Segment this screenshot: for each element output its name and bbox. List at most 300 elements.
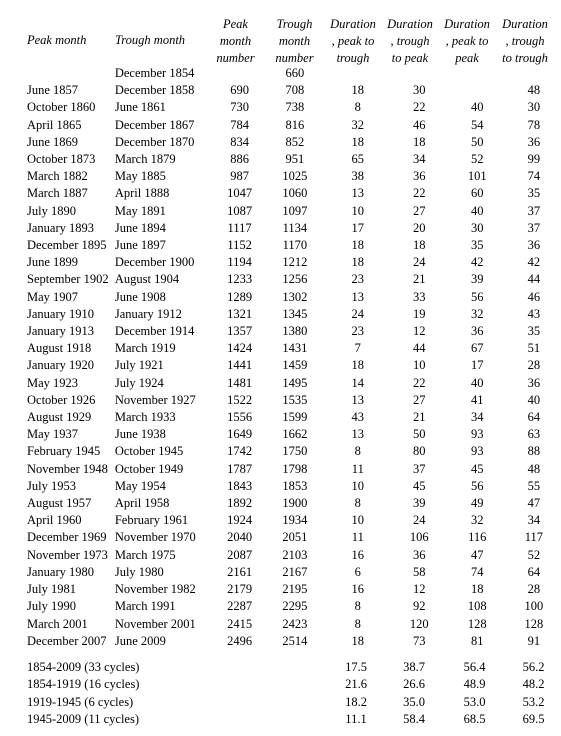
table-cell: 55 — [527, 478, 541, 493]
table-row — [27, 633, 561, 650]
table-cell: 48 — [527, 461, 541, 476]
table-cell: 40 — [471, 375, 484, 390]
table-row — [27, 82, 561, 99]
table-cell: June 1861 — [114, 100, 166, 115]
table-cell: March 1933 — [114, 410, 176, 425]
summary-row — [27, 659, 561, 676]
table-cell: 60 — [471, 186, 484, 201]
table-cell: 1357 — [227, 324, 253, 339]
header-trough-month: Trough month — [115, 33, 186, 47]
summary-value: 53.2 — [522, 694, 545, 709]
summary-label: 1854-2009 (33 cycles) — [27, 660, 140, 674]
table-cell: 738 — [285, 100, 305, 115]
table-cell: 34 — [412, 152, 426, 167]
header-duration-trough-to-peak: Duration , trough to peak — [387, 17, 433, 65]
table-cell: 52 — [527, 547, 541, 562]
table-cell: May 1885 — [114, 169, 166, 184]
table-cell: 1599 — [282, 410, 308, 425]
table-cell: January 1910 — [27, 306, 94, 321]
table-row — [27, 254, 561, 271]
table-cell: 1380 — [282, 324, 308, 339]
table-cell: 18 — [351, 238, 365, 253]
table-cell: October 1873 — [27, 152, 96, 167]
table-cell: 128 — [467, 616, 487, 631]
table-cell: June 1897 — [114, 238, 166, 253]
table-cell: December 1914 — [114, 324, 195, 339]
table-cell: 1522 — [227, 392, 253, 407]
table-cell: 13 — [351, 427, 365, 442]
table-cell: June 1894 — [114, 220, 166, 235]
table-cell: 18 — [351, 83, 365, 98]
table-cell: 12 — [412, 324, 426, 339]
table-cell — [448, 82, 507, 99]
table-cell: 30 — [527, 100, 541, 115]
table-cell: 1481 — [227, 375, 253, 390]
table-cell: 80 — [412, 444, 426, 459]
table-cell: 35 — [527, 324, 541, 339]
summary-value: 18.2 — [345, 694, 367, 709]
table-cell: November 1948 — [27, 461, 108, 476]
table-cell: 1495 — [282, 375, 308, 390]
table-cell: 27 — [412, 203, 426, 218]
table-cell: October 1860 — [27, 100, 96, 115]
table-cell: 1117 — [227, 220, 252, 235]
table-cell: 37 — [527, 203, 541, 218]
table-cell: 18 — [351, 633, 365, 648]
table-cell: June 1857 — [27, 83, 79, 98]
table-cell: 54 — [471, 117, 484, 132]
table-cell: November 1982 — [114, 582, 196, 597]
table-cell: December 1867 — [114, 117, 195, 132]
table-cell: 2161 — [227, 564, 253, 579]
table-cell: December 1858 — [114, 83, 195, 98]
table-cell — [325, 65, 391, 82]
table-cell: 45 — [471, 461, 484, 476]
table-cell: 50 — [412, 427, 426, 442]
table-cell: 39 — [412, 496, 426, 511]
table-cell: May 1891 — [114, 203, 166, 218]
table-cell: 1212 — [282, 255, 308, 270]
summary-table — [27, 659, 561, 728]
table-cell: March 1919 — [114, 341, 176, 356]
table-row — [27, 564, 561, 581]
table-cell: March 2001 — [27, 616, 88, 631]
table-cell: 2415 — [227, 616, 253, 631]
table-row — [27, 168, 561, 185]
summary-value: 68.5 — [463, 711, 486, 726]
table-cell: March 1975 — [114, 547, 176, 562]
table-cell: 100 — [524, 599, 544, 614]
table-cell: July 1890 — [27, 203, 76, 218]
table-cell: 74 — [471, 564, 484, 579]
table-cell: 1750 — [282, 444, 308, 459]
table-cell: October 1926 — [27, 392, 96, 407]
table-row — [27, 581, 561, 598]
table-cell: 8 — [354, 496, 361, 511]
summary-value: 35.0 — [403, 694, 425, 709]
table-cell: 101 — [467, 169, 487, 184]
table-cell: 690 — [230, 83, 249, 98]
summary-value: 11.1 — [345, 711, 367, 726]
table-row — [27, 478, 561, 495]
table-cell: 18 — [351, 358, 365, 373]
table-cell: December 1969 — [27, 530, 107, 545]
table-cell: April 1888 — [114, 186, 170, 201]
table-cell: 37 — [412, 461, 426, 476]
table-cell: March 1882 — [27, 169, 88, 184]
table-cell: 22 — [412, 186, 426, 201]
table-cell: 108 — [467, 599, 487, 614]
table-cell: 120 — [409, 616, 429, 631]
table-cell: 36 — [471, 324, 484, 339]
table-row — [27, 151, 561, 168]
table-cell: December 2007 — [27, 633, 107, 648]
table-cell: 36 — [412, 547, 426, 562]
table-cell: 708 — [285, 83, 305, 98]
table-cell: 2295 — [282, 599, 308, 614]
table-cell: 6 — [354, 564, 361, 579]
table-cell: 8 — [354, 616, 361, 631]
table-cell: June 1869 — [27, 134, 79, 149]
table-cell: 73 — [412, 633, 426, 648]
table-cell: 17 — [471, 358, 484, 373]
table-cell: 2423 — [282, 616, 308, 631]
table-cell: 1662 — [282, 427, 308, 442]
table-cell: 11 — [351, 530, 364, 545]
summary-value: 48.2 — [522, 677, 545, 692]
table-cell: 27 — [412, 392, 426, 407]
summary-row — [27, 694, 561, 711]
table-cell: December 1870 — [114, 134, 195, 149]
table-cell: 1853 — [282, 478, 308, 493]
table-row — [27, 616, 561, 633]
table-cell: February 1945 — [27, 444, 101, 459]
table-cell: 93 — [471, 444, 484, 459]
table-cell — [27, 65, 115, 82]
table-cell: 65 — [351, 152, 365, 167]
table-cell: 1556 — [227, 410, 253, 425]
table-cell: 2496 — [227, 633, 253, 648]
table-cell: June 1899 — [27, 255, 79, 270]
table-row — [27, 271, 561, 288]
table-cell: May 1937 — [27, 427, 79, 442]
table-row — [27, 598, 561, 615]
table-cell: 19 — [412, 306, 426, 321]
table-cell: 41 — [471, 392, 484, 407]
table-cell: November 1927 — [114, 392, 196, 407]
table-row — [27, 220, 561, 237]
table-cell: August 1904 — [114, 272, 180, 287]
table-cell: 1441 — [227, 358, 253, 373]
table-cell: 81 — [471, 633, 484, 648]
table-cell: January 1912 — [114, 306, 182, 321]
table-row — [27, 306, 561, 323]
table-cell: 2167 — [282, 564, 308, 579]
table-cell: 1047 — [227, 186, 253, 201]
table-cell: January 1920 — [27, 358, 94, 373]
table-cell: 58 — [412, 564, 426, 579]
table-cell: 47 — [527, 496, 541, 511]
table-cell: 24 — [412, 513, 426, 528]
table-cell: 1892 — [227, 496, 253, 511]
table-cell: 1321 — [227, 306, 253, 321]
table-row — [27, 461, 561, 478]
table-cell: 20 — [412, 220, 426, 235]
table-row — [27, 375, 561, 392]
summary-value: 26.6 — [403, 677, 425, 692]
table-cell: 45 — [412, 478, 426, 493]
table-cell: 18 — [412, 134, 426, 149]
table-row — [27, 357, 561, 374]
table-cell: 46 — [527, 289, 541, 304]
table-cell: December 1900 — [114, 255, 195, 270]
table-cell: 18 — [351, 134, 365, 149]
table-cell: 35 — [527, 186, 541, 201]
table-cell: May 1954 — [114, 478, 166, 493]
table-cell: 1535 — [282, 392, 308, 407]
table-cell: May 1907 — [27, 289, 79, 304]
table-cell: 784 — [230, 117, 249, 132]
table-cell: 46 — [412, 117, 426, 132]
table-cell: 8 — [354, 599, 361, 614]
table-cell: 18 — [471, 582, 484, 597]
table-cell: 32 — [351, 117, 365, 132]
table-row — [27, 392, 561, 409]
table-cell: 7 — [354, 341, 361, 356]
table-cell: June 1938 — [114, 427, 166, 442]
summary-value: 58.4 — [403, 711, 425, 726]
table-cell: October 1949 — [114, 461, 184, 476]
table-cell: 40 — [527, 392, 541, 407]
header-duration-peak-to-trough: Duration , peak to trough — [330, 17, 376, 65]
table-cell: 64 — [527, 410, 541, 425]
table-cell: July 1981 — [27, 582, 76, 597]
table-cell: 11 — [351, 461, 364, 476]
table-cell: 36 — [527, 375, 541, 390]
table-cell: 1742 — [227, 444, 253, 459]
table-cell: April 1958 — [114, 496, 170, 511]
table-cell: 951 — [285, 152, 305, 167]
table-cell: 2087 — [227, 547, 253, 562]
table-cell: 1256 — [282, 272, 308, 287]
table-cell: 44 — [412, 341, 426, 356]
table-row — [27, 134, 561, 151]
table-cell: 18 — [412, 238, 426, 253]
header-duration-trough-to-trough: Duration , trough to trough — [502, 17, 548, 65]
table-cell: 886 — [230, 152, 249, 167]
table-cell: 64 — [527, 564, 541, 579]
table-cell: 92 — [412, 599, 426, 614]
table-cell: 834 — [230, 134, 249, 149]
table-cell: 43 — [527, 306, 541, 321]
table-cell: 2040 — [227, 530, 253, 545]
summary-value: 17.5 — [345, 660, 367, 674]
table-cell: 13 — [351, 186, 365, 201]
table-cell: 40 — [471, 100, 484, 115]
table-cell: 2051 — [282, 530, 308, 545]
table-cell: 1924 — [227, 513, 253, 528]
table-cell: 106 — [409, 530, 429, 545]
table-cell: 1787 — [227, 461, 253, 476]
table-cell — [507, 65, 561, 82]
table-cell: 12 — [412, 582, 426, 597]
table-cell: 38 — [351, 169, 365, 184]
table-cell: 52 — [471, 152, 484, 167]
table-cell: 36 — [412, 169, 426, 184]
table-cell: August 1918 — [27, 341, 92, 356]
table-cell: January 1980 — [27, 564, 94, 579]
table-cell: 37 — [527, 220, 541, 235]
table-cell: 40 — [471, 203, 484, 218]
table-row — [27, 65, 561, 82]
table-cell: March 1887 — [27, 186, 88, 201]
table-cell: 67 — [471, 341, 484, 356]
table-cell: 1900 — [282, 496, 308, 511]
table-cell: 13 — [351, 392, 365, 407]
table-cell: July 1953 — [27, 478, 76, 493]
table-row — [27, 99, 561, 116]
table-cell: December 1895 — [27, 238, 107, 253]
table-cell: 88 — [527, 444, 541, 459]
table-cell: February 1961 — [114, 513, 189, 528]
table-cell: August 1957 — [27, 496, 92, 511]
table-cell: 56 — [471, 289, 484, 304]
table-cell: 852 — [285, 134, 305, 149]
table-cell: July 1980 — [114, 564, 164, 579]
table-cell: 63 — [527, 427, 541, 442]
table-cell: 39 — [471, 272, 484, 287]
table-cell: 30 — [412, 83, 426, 98]
table-cell: 32 — [471, 513, 484, 528]
summary-row — [27, 676, 561, 693]
table-cell: 1345 — [282, 306, 308, 321]
table-cell: 2195 — [282, 582, 308, 597]
table-cell: 1170 — [282, 238, 308, 253]
table-cell: 78 — [527, 117, 541, 132]
table-cell: 1097 — [282, 203, 308, 218]
table-cell: 1798 — [282, 461, 308, 476]
table-cell: 74 — [527, 169, 541, 184]
table-cell: June 2009 — [114, 633, 166, 648]
table-row — [27, 426, 561, 443]
table-cell: 44 — [527, 272, 541, 287]
table-cell: April 1960 — [27, 513, 82, 528]
table-cell: 10 — [351, 478, 365, 493]
table-cell: 14 — [351, 375, 365, 390]
table-cell: 18 — [351, 255, 365, 270]
table-cell: 34 — [471, 410, 484, 425]
table-cell: 36 — [527, 134, 541, 149]
table-cell: 36 — [527, 238, 541, 253]
table-row — [27, 237, 561, 254]
table-cell: 816 — [285, 117, 305, 132]
table-row — [27, 529, 561, 546]
table-cell: 33 — [412, 289, 426, 304]
summary-value: 38.7 — [403, 660, 425, 674]
table-cell: November 1970 — [114, 530, 196, 545]
table-cell: 48 — [527, 83, 541, 98]
summary-value: 21.6 — [345, 677, 367, 692]
summary-value: 69.5 — [522, 711, 545, 726]
table-cell: 23 — [351, 324, 365, 339]
table-cell: 1843 — [227, 478, 253, 493]
header-peak-month: Peak month — [27, 33, 87, 47]
table-cell: 10 — [351, 203, 365, 218]
table-cell: 28 — [527, 358, 541, 373]
table-cell: October 1945 — [114, 444, 184, 459]
table-cell: 42 — [471, 255, 484, 270]
table-cell: 16 — [351, 547, 365, 562]
table-cell: 22 — [412, 375, 426, 390]
table-cell: 987 — [230, 169, 249, 184]
table-cell: 50 — [471, 134, 484, 149]
table-cell: March 1879 — [114, 152, 176, 167]
table-row — [27, 443, 561, 460]
table-cell: September 1902 — [27, 272, 109, 287]
table-cell: 22 — [412, 100, 426, 115]
header-peak-month-number: Peak month number — [216, 17, 255, 65]
table-cell: 1649 — [227, 427, 253, 442]
table-row — [27, 512, 561, 529]
table-cell: 51 — [527, 341, 541, 356]
table-cell: 1431 — [282, 341, 308, 356]
table-row — [27, 117, 561, 134]
summary-value: 53.0 — [463, 694, 486, 709]
table-cell: 21 — [412, 272, 426, 287]
table-cell: 24 — [351, 306, 365, 321]
table-cell: April 1865 — [27, 117, 82, 132]
table-cell: 93 — [471, 427, 484, 442]
table-cell — [214, 65, 264, 82]
table-cell: January 1913 — [27, 324, 94, 339]
table-cell: 10 — [412, 358, 426, 373]
summary-row — [27, 711, 561, 728]
table-cell: 1087 — [227, 203, 253, 218]
table-cell: 128 — [524, 616, 544, 631]
table-cell: 1152 — [227, 238, 252, 253]
table-cell: 1302 — [282, 289, 308, 304]
table-cell: 34 — [527, 513, 541, 528]
table-cell: 16 — [351, 582, 365, 597]
table-cell: 1134 — [282, 220, 308, 235]
table-cell: 2179 — [227, 582, 253, 597]
table-cell: 13 — [351, 289, 365, 304]
table-cell: January 1893 — [27, 220, 94, 235]
table-row — [27, 203, 561, 220]
table-cell: 1060 — [282, 186, 308, 201]
table-cell: 49 — [471, 496, 484, 511]
table-cell: 1459 — [282, 358, 308, 373]
table-cell: November 1973 — [27, 547, 108, 562]
table-cell: 730 — [230, 100, 249, 115]
table-cell: 28 — [527, 582, 541, 597]
table-cell: July 1924 — [114, 375, 164, 390]
header-trough-month-number: Trough month number — [275, 17, 314, 65]
table-cell: July 1990 — [27, 599, 76, 614]
table-cell: 42 — [527, 255, 541, 270]
table-cell: 99 — [527, 152, 541, 167]
table-cell: 56 — [471, 478, 484, 493]
table-cell: 116 — [468, 530, 487, 545]
table-cell: 1424 — [227, 341, 253, 356]
table-cell: 2287 — [227, 599, 253, 614]
table-cell: 17 — [351, 220, 365, 235]
table-cell: 117 — [524, 530, 544, 545]
table-cell — [448, 65, 507, 82]
table-cell: 35 — [471, 238, 484, 253]
table-cell: May 1923 — [27, 375, 79, 390]
table-cell: 10 — [351, 513, 365, 528]
